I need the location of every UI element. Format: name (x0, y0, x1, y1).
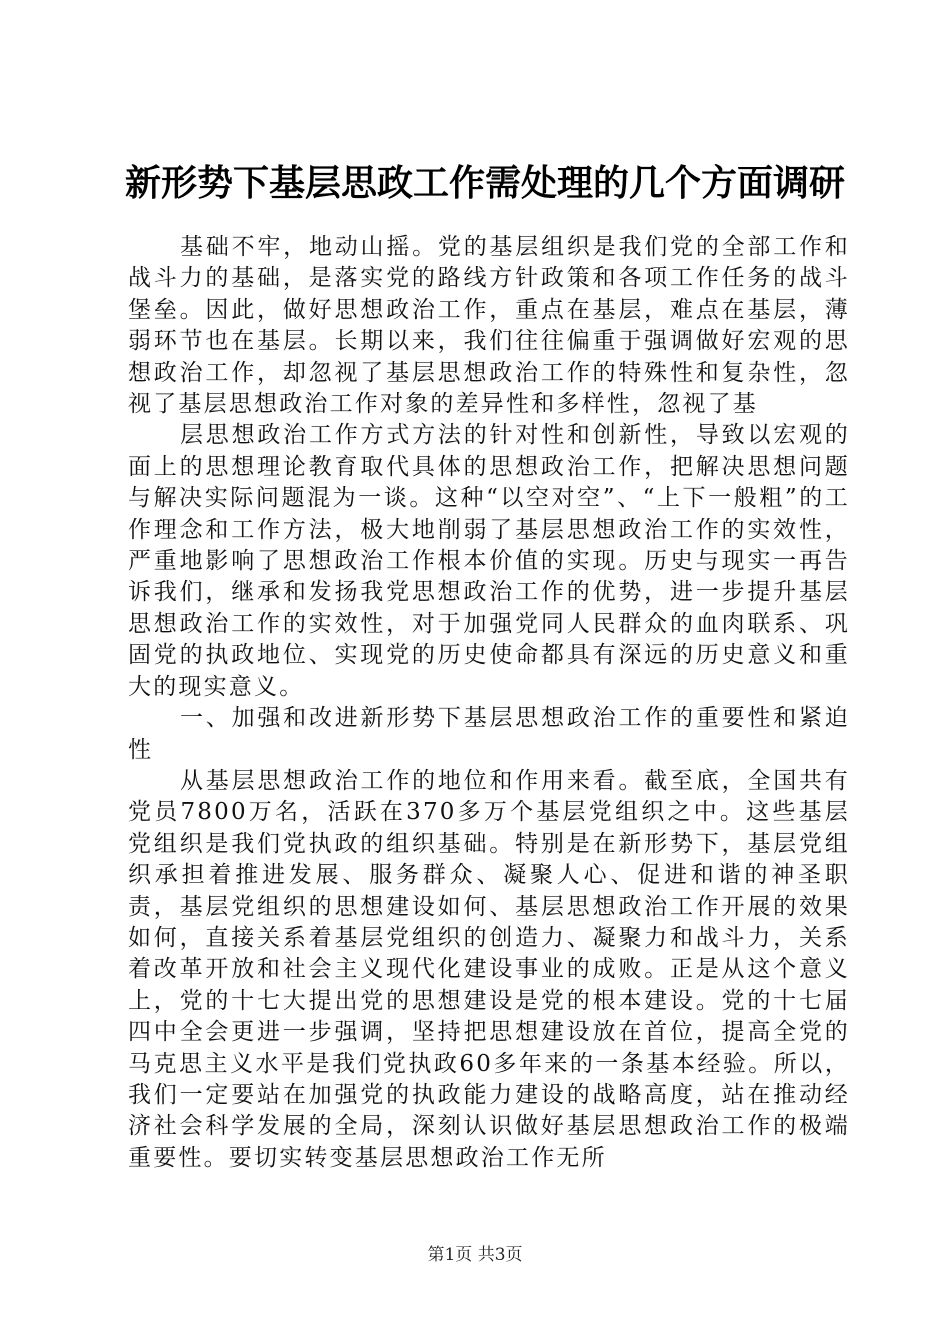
paragraph-3: 从基层思想政治工作的地位和作用来看。截至底，全国共有党员7800万名，活跃在370多万个基层党组织之中。这些基层党组织是我们党执政的组织基础。特别是在新形势下，基层党组织承担着推进发展、服务群众、凝聚人心、促进和谐的神圣职责，基层党组织的思想建设如何、基层思想政治工作开展的效果如何，直接关系着基层党组织的创造力、凝聚力和战斗力，关系着改革开放和社会主义现代化建设事业的成败。正是从这个意义上，党的十七大提出党的思想建设是党的根本建设。党的十七届四中全会更进一步强调，坚持把思想建设放在首位，提高全党的马克思主义水平是我们党执政60多年来的一条基本经验。所以，我们一定要站在加强党的执政能力建设的战略高度，站在推动经济社会科学发展的全局，深刻认识做好基层思想政治工作的极端重要性。要切实转变基层思想政治工作无所 (128, 767, 850, 1171)
paragraph-1: 基础不牢，地动山摇。党的基层组织是我们党的全部工作和战斗力的基础，是落实党的路线方针政策和各项工作任务的战斗堡垒。因此，做好思想政治工作，重点在基层，难点在基层，薄弱环节也在基层。长期以来，我们往往偏重于强调做好宏观的思想政治工作，却忽视了基层思想政治工作的特殊性和复杂性，忽视了基层思想政治工作对象的差异性和多样性，忽视了基 (128, 234, 850, 418)
page-title: 新形势下基层思政工作需处理的几个方面调研 (125, 162, 846, 204)
document-body (128, 232, 850, 1174)
paragraph-2: 层思想政治工作方式方法的针对性和创新性，导致以宏观的面上的思想理论教育取代具体的思想政治工作，把解决思想问题与解决实际问题混为一谈。这种“以空对空”、“上下一般粗”的工作理念和工作方法，极大地削弱了基层思想政治工作的实效性，严重地影响了思想政治工作根本价值的实现。历史与现实一再告诉我们，继承和发扬我党思想政治工作的优势，进一步提升基层思想政治工作的实效性，对于加强党同人民群众的血肉联系、巩固党的执政地位、实现党的历史使命都具有深远的历史意义和重大的现实意义。 (128, 422, 850, 700)
section-heading: 一、加强和改进新形势下基层思想政治工作的重要性和紧迫性 (128, 705, 850, 763)
page-footer: 第1页 共3页 (427, 1245, 523, 1265)
